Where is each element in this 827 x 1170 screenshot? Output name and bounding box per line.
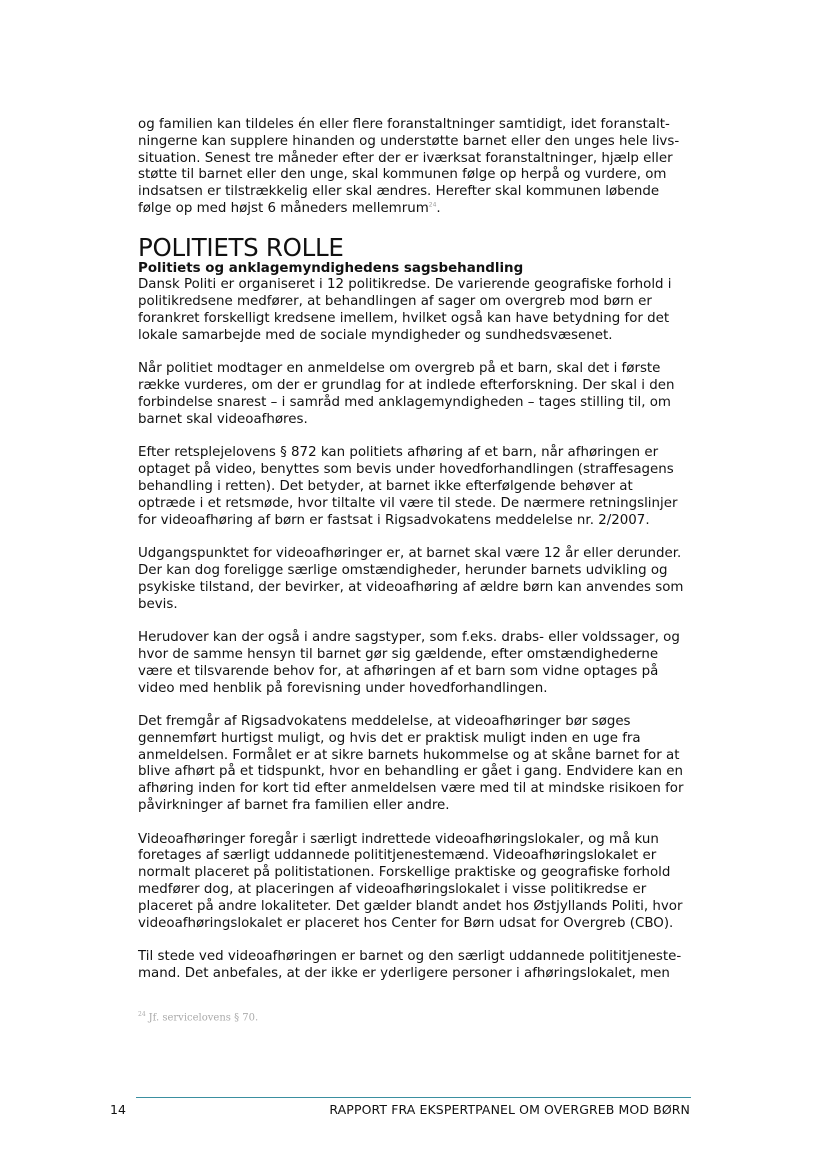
paragraph: Til stede ved videoafhøringen er barnet og den særligt uddannede polititjeneste-mand. Det anbefales, at der ikke er yderligere personer i afhøringslokalet, men bbox=[138, 949, 682, 982]
intro-paragraph bbox=[138, 117, 690, 218]
footnote-text: Jf. servicelovens § 70. bbox=[148, 1012, 259, 1024]
intro-end: . bbox=[436, 200, 441, 216]
footer-divider bbox=[136, 1097, 691, 1098]
section-heading: POLITIETS ROLLE bbox=[138, 232, 344, 262]
paragraph: Efter retsplejelovens § 872 kan politiets afhøring af et barn, når afhøringen er optaget på video, benyttes som bevis under hovedforhandlingen (straffesagens behandling i retten). Det betyder, at barnet ikke efterfølgende behøver at optræde i et retsmøde, hvor tiltalte vil være til stede. De nærmere retningslinjer for videoafhøring af børn er fastsat i Rigsadvokatens meddelelse nr. 2/2007. bbox=[138, 445, 678, 528]
paragraph: Når politiet modtager en anmeldelse om overgreb på et barn, skal det i første række vurderes, om der er grundlag for at indlede efterforskning. Der skal i den forbindelse snarest – i samråd med anklagemyndigheden – tages stilling til, om barnet skal videoafhøres. bbox=[138, 361, 675, 427]
paragraph: Videoafhøringer foregår i særligt indrettede videoafhøringslokaler, og må kun foretages af særligt uddannede polititjenestemænd. Videoafhøringslokalet er normalt placeret på politistationen. Forskellige praktiske og geografiske forhold medfører dog, at placeringen af videoafhøringslokalet i visse politikredse er placeret på andre lokaliteter. Det gælder blandt andet hos Østjyllands Politi, hvor videoafhøringslokalet er placeret hos Center for Børn udsat for Overgreb (CBO). bbox=[138, 831, 683, 931]
paragraph: Det fremgår af Rigsadvokatens meddelelse, at videoafhøringer bør søges gennemført hurtigst muligt, og hvis det er praktisk muligt inden en uge fra anmeldelsen. Formålet er at sikre barnets hukommelse og at skåne barnet for at blive afhørt på et tidspunkt, hvor en behandling er gået i gang. Endvidere kan en afhøring inden for kort tid efter anmeldelsen være med til at mindske risikoen for påvirkninger af barnet fra familien eller andre. bbox=[138, 714, 684, 814]
paragraph: Dansk Politi er organiseret i 12 politikredse. De varierende geografiske forhold i politikredsene medfører, at behandlingen af sager om overgreb mod børn er forankret forskelligt kredsene imellem, hvilket også kan have betydning for det lokale samarbejde med de sociale myndigheder og sundhedsvæsenet. bbox=[138, 277, 672, 343]
running-title: RAPPORT FRA EKSPERTPANEL OM OVERGREB MOD BØRN bbox=[329, 1102, 690, 1117]
paragraph: Herudover kan der også i andre sagstyper, som f.eks. drabs- eller voldssager, og hvor de samme hensyn til barnet gør sig gældende, efter omstændighederne være et tilsvarende behov for, at afhøringen af et barn som vidne optages på video med henblik på forevisning under hovedforhandlingen. bbox=[138, 630, 680, 696]
paragraph: Udgangspunktet for videoafhøringer er, at barnet skal være 12 år eller derunder. Der kan dog foreligge særlige omstændigheder, herunder barnets udvikling og psykiske tilstand, der bevirker, at videoafhøring af ældre børn kan anvendes som bevis. bbox=[138, 546, 684, 612]
footnote bbox=[138, 1011, 258, 1023]
footnote-reference[interactable]: 24 bbox=[428, 201, 437, 209]
intro-text: og familien kan tildeles én eller flere foranstaltninger samtidigt, idet foranstalt-ningerne kan supplere hinanden og understøtte barnet eller den unges hele livs-situation. Senest tre måneder efter der er iværksat foranstaltninger, hjælp eller støtte til barnet eller den unge, skal kommunen følge op herpå og vurdere, om indsatsen er tilstrækkelig eller skal ændres. Herefter skal kommunen løbende følge op med højst 6 måneders mellemrum bbox=[138, 117, 680, 216]
body-text bbox=[138, 117, 690, 1000]
page-number: 14 bbox=[110, 1102, 126, 1117]
footnote-number: 24 bbox=[138, 1011, 146, 1018]
subsection-heading: Politiets og anklagemyndighedens sagsbehandling bbox=[138, 260, 524, 276]
